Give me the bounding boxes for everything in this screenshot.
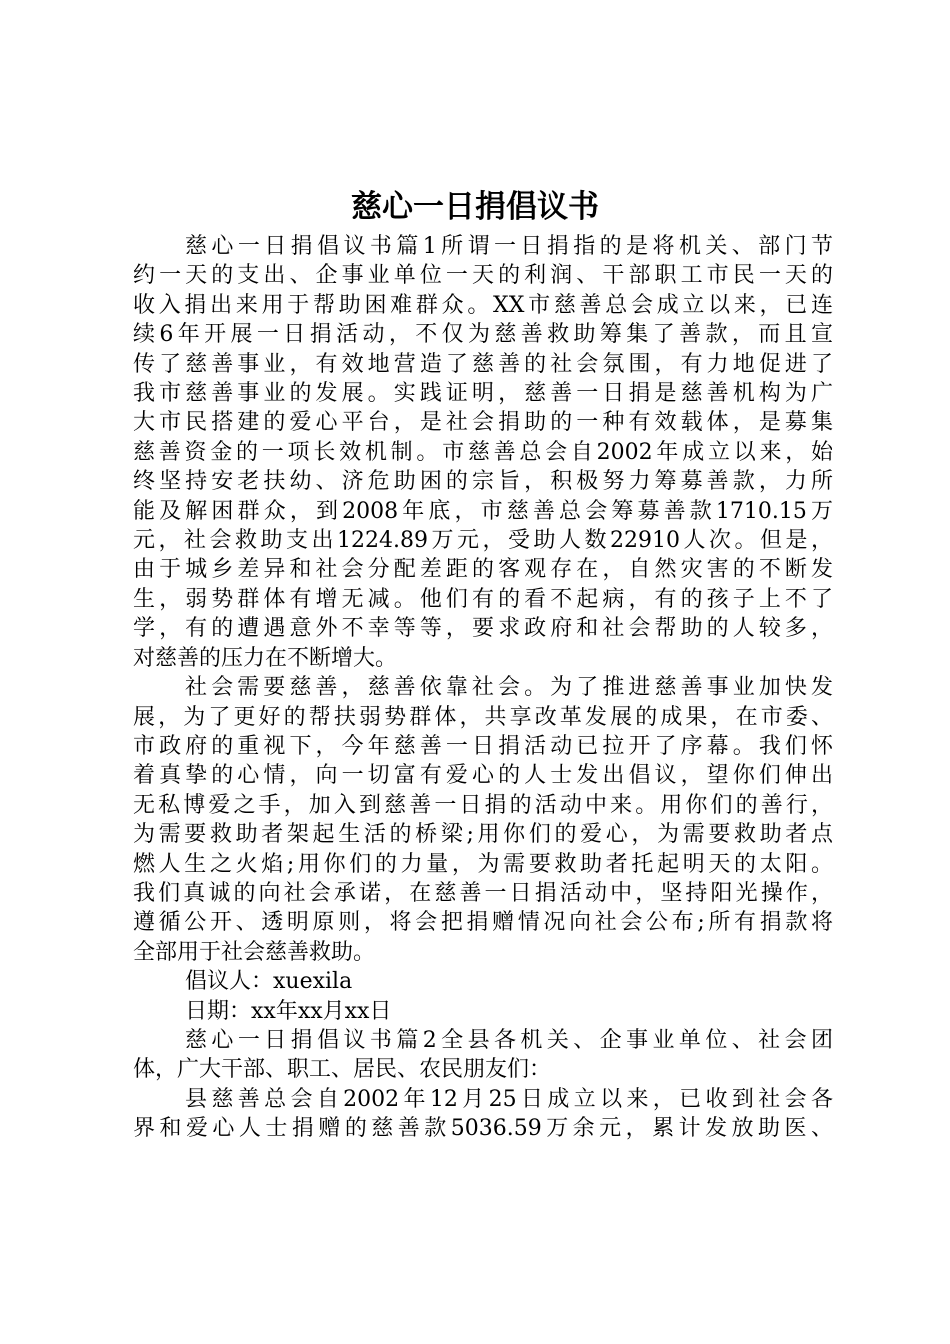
text-line: 县慈善总会自2002年12月25日成立以来，已收到社会各	[185, 1086, 833, 1112]
text-line: 界和爱心人士捐赠的慈善款5036.59万余元，累计发放助医、	[133, 1116, 833, 1142]
text-line: 续6年开展一日捐活动，不仅为慈善救助筹集了善款，而且宣	[133, 322, 833, 348]
paragraph	[133, 997, 833, 1026]
text-line: 市政府的重视下，今年慈善一日捐活动已拉开了序幕。我们怀	[133, 733, 833, 759]
text-line: 能及解困群众，到2008年底，市慈善总会筹募善款1710.15万	[133, 498, 833, 524]
text-line: 着真挚的心情，向一切富有爱心的人士发出倡议，望你们伸出	[133, 763, 833, 789]
paragraph	[133, 967, 833, 996]
paragraph	[133, 1085, 833, 1144]
text-line: 元，社会救助支出1224.89万元，受助人数22910人次。但是，	[133, 528, 833, 554]
text-line: 对慈善的压力在不断增大。	[133, 645, 398, 671]
text-line: 社会需要慈善，慈善依靠社会。为了推进慈善事业加快发	[185, 675, 833, 701]
text-line: 全部用于社会慈善救助。	[133, 939, 376, 965]
text-line: 传了慈善事业，有效地营造了慈善的社会氛围，有力地促进了	[133, 351, 833, 377]
text-line: 体，广大干部、职工、居民、农民朋友们：	[133, 1057, 552, 1083]
paragraph	[133, 1026, 833, 1085]
text-line: 展，为了更好的帮扶弱势群体，共享改革发展的成果，在市委、	[133, 704, 833, 730]
text-line: 学，有的遭遇意外不幸等等，要求政府和社会帮助的人较多，	[133, 616, 833, 642]
text-line: 约一天的支出、企事业单位一天的利润、干部职工市民一天的	[133, 263, 833, 289]
text-line: 收入捐出来用于帮助困难群众。XX市慈善总会成立以来，已连	[133, 292, 833, 318]
text-line: 慈心一日捐倡议书篇2全县各机关、企事业单位、社会团	[185, 1027, 833, 1053]
text-line: 无私博爱之手，加入到慈善一日捐的活动中来。用你们的善行，	[133, 792, 833, 818]
text-line: 我市慈善事业的发展。实践证明，慈善一日捐是慈善机构为广	[133, 381, 833, 407]
text-line: 遵循公开、透明原则，将会把捐赠情况向社会公布;所有捐款将	[133, 910, 833, 936]
text-line: 慈善资金的一项长效机制。市慈善总会自2002年成立以来，始	[133, 439, 833, 465]
paragraph	[133, 232, 833, 673]
document-body	[133, 232, 833, 1144]
paragraph	[133, 673, 833, 967]
text-line: 我们真诚的向社会承诺，在慈善一日捐活动中，坚持阳光操作，	[133, 880, 833, 906]
text-line: 为需要救助者架起生活的桥梁;用你们的爱心，为需要救助者点	[133, 822, 833, 848]
text-line: 燃人生之火焰;用你们的力量，为需要救助者托起明天的太阳。	[133, 851, 833, 877]
text-line: 由于城乡差异和社会分配差距的客观存在，自然灾害的不断发	[133, 557, 833, 583]
document-title: 慈心一日捐倡议书	[351, 189, 599, 225]
text-line: 生，弱势群体有增无减。他们有的看不起病，有的孩子上不了	[133, 586, 833, 612]
text-line: 慈心一日捐倡议书篇1所谓一日捐指的是将机关、部门节	[185, 234, 833, 259]
text-line: 日期：xx年xx月xx日	[185, 998, 392, 1024]
text-line: 终坚持安老扶幼、济危助困的宗旨，积极努力筹募善款，力所	[133, 469, 833, 495]
text-line: 倡议人：xuexila	[185, 969, 353, 995]
text-line: 大市民搭建的爱心平台，是社会捐助的一种有效载体，是募集	[133, 410, 833, 436]
